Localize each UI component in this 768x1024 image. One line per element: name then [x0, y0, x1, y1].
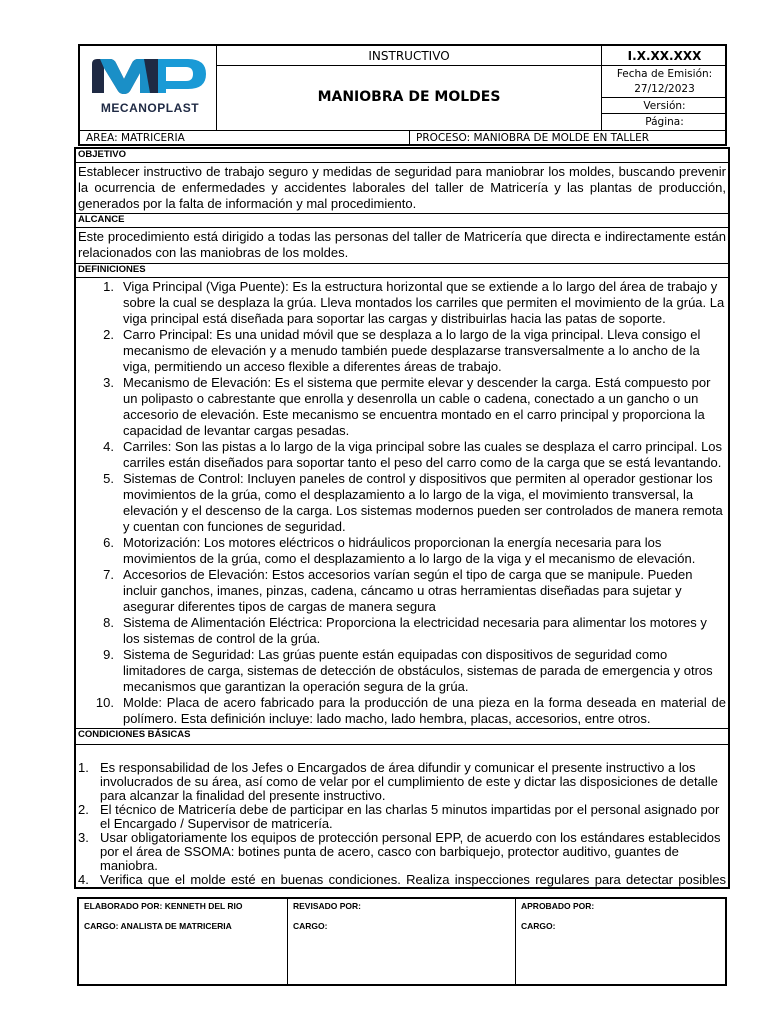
cargo-elaborado-label: CARGO: ANALISTA DE MATRICERIA	[84, 921, 232, 931]
issue-date-value: 27/12/2023	[634, 83, 695, 95]
definiciones-heading: DEFINICIONES	[76, 264, 728, 278]
logo-cell	[80, 46, 217, 130]
issue-date-cell	[602, 66, 727, 98]
list-item: 1. Viga Principal (Viga Puente): Es la estructura horizontal que se extiende a lo largo del área de trabajo y sobre la cual se desplaza la grúa. Lleva montados los carriles que permiten el movimiento de la grúa. La viga principal está diseñada para soportar las cargas y distribuirlas hacia las patas de soporte.	[103, 279, 725, 326]
page-label: Página:	[645, 116, 684, 128]
doc-meta	[601, 46, 727, 130]
list-item: 6. Motorización: Los motores eléctricos o hidráulicos proporcionan la energía necesaria para los movimientos de la grúa, como el desplazamiento a lo largo de la viga y el mecanismo de elevación.	[103, 535, 696, 566]
doc-title: MANIOBRA DE MOLDES	[317, 89, 501, 105]
alcance-text: Este procedimiento está dirigido a todas las personas del taller de Matricería que directa e indirectamente están relacionados con las maniobras de los moldes.	[78, 229, 726, 260]
revisado-cell	[288, 899, 516, 984]
definitions-list	[76, 279, 728, 727]
objetivo-heading: OBJETIVO	[76, 149, 728, 163]
company-logo	[80, 46, 215, 128]
doc-code: I.X.XX.XXX	[602, 46, 727, 66]
cargo-revisado-label: CARGO:	[293, 921, 328, 931]
list-item: 7. Accesorios de Elevación: Estos accesorios varían según el tipo de carga que se manipule. Pueden incluir ganchos, imanes, pinzas, cadena, cáncamo u otras herramientas diseñadas para sujetar y asegurar diferentes tipos de cargas de manera segura	[103, 567, 693, 614]
list-item: 1. Es responsabilidad de los Jefes o Encargados de área difundir y comunicar el presente instructivo a los involucrados de su área, así como de velar por el cumplimiento de este y dictar las disposiciones de detalle para alcanzar la finalidad del presente instructivo.	[78, 760, 718, 803]
document-header	[78, 44, 727, 146]
alcance-heading: ALCANCE	[76, 214, 728, 228]
conditions-list	[76, 761, 728, 887]
cargo-aprobado-label: CARGO:	[521, 921, 556, 931]
list-item: 4. Verifica que el molde esté en buenas condiciones. Realiza inspecciones regulares para detectar posibles	[78, 872, 726, 887]
version-label: Versión:	[602, 98, 727, 114]
area-label: AREA: MATRICERIA	[80, 131, 410, 146]
list-item: 8. Sistema de Alimentación Eléctrica: Proporciona la electricidad necesaria para alimentar los motores y los sistemas de control de la grúa.	[103, 615, 707, 646]
doc-type: INSTRUCTIVO	[217, 46, 601, 66]
revisado-label: REVISADO POR:	[293, 901, 362, 911]
elaborado-label: ELABORADO POR: KENNETH DEL RIO	[84, 901, 243, 911]
aprobado-label: APROBADO POR:	[521, 901, 595, 911]
list-item: 10. Molde: Placa de acero fabricado para la producción de una pieza en la forma deseada en material de polímero. Esta definición incluye: lado macho, lado hembra, placas, accesorios, entre otros.	[95, 695, 726, 726]
list-item: 4. Carriles: Son las pistas a lo largo de la viga principal sobre las cuales se desplaza el carro principal. Los carriles están diseñados para soportar tanto el peso del carro como de la carga que se está levantando.	[103, 439, 723, 470]
objetivo-text: Establecer instructivo de trabajo seguro y medidas de seguridad para maniobrar los moldes, buscando prevenir la ocurrencia de enfermedades y accidentes laborales del taller de Matricería y las plantas de producción, generados por la falta de información y mal procedimiento.	[78, 164, 726, 211]
list-item: 3. Mecanismo de Elevación: Es el sistema que permite elevar y descender la carga. Está compuesto por un polipasto o cabrestante que enrolla y desenrolla un cable o cadena, conectado a un gancho o un accesorio de elevación. Este mecanismo se encuentra montado en el carro principal y proporciona la capacidad de levantar cargas pesadas.	[103, 375, 711, 438]
list-item: 5. Sistemas de Control: Incluyen paneles de control y dispositivos que permiten al operador gestionar los movimientos de la grúa, como el desplazamiento a lo largo de la viga, el movimiento transversal, la elevación y el descenso de la carga. Los sistemas modernos pueden ser controlados de manera remota y cuentan con funciones de seguridad.	[103, 471, 723, 534]
signature-table	[77, 897, 727, 986]
process-label: PROCESO: MANIOBRA DE MOLDE EN TALLER	[416, 132, 650, 144]
area-process-row	[80, 130, 725, 146]
document-body	[74, 147, 730, 889]
condiciones-heading: CONDICIONES BÁSICAS	[76, 729, 728, 745]
list-item: 9. Sistema de Seguridad: Las grúas puente están equipadas con dispositivos de seguridad como limitadores de carga, sistemas de detección de obstáculos, sistemas de parada de emergencia y otros mecanismos que garantizan la operación segura de la grúa.	[103, 647, 713, 694]
elaborado-cell	[79, 899, 288, 984]
list-item: 3. Usar obligatoriamente los equipos de protección personal EPP, de acuerdo con los estándares establecidos por el área de SSOMA: botines punta de acero, casco con barbiquejo, protector auditivo, guantes de maniobra.	[78, 830, 721, 873]
list-item: 2. El técnico de Matricería debe de participar en las charlas 5 minutos impartidas por el personal asignado por el Encargado / Supervisor de matricería.	[78, 802, 720, 831]
issue-date-label: Fecha de Emisión:	[616, 68, 713, 80]
logo-text: MECANOPLAST	[100, 101, 200, 115]
list-item: 2. Carro Principal: Es una unidad móvil que se desplaza a lo largo de la viga principal. Lleva consigo el mecanismo de elevación y a menudo también puede desplazarse transversalmente a lo ancho de la viga, permitiendo un acceso flexible a diferentes áreas de trabajo.	[103, 327, 701, 374]
aprobado-cell	[516, 899, 725, 984]
